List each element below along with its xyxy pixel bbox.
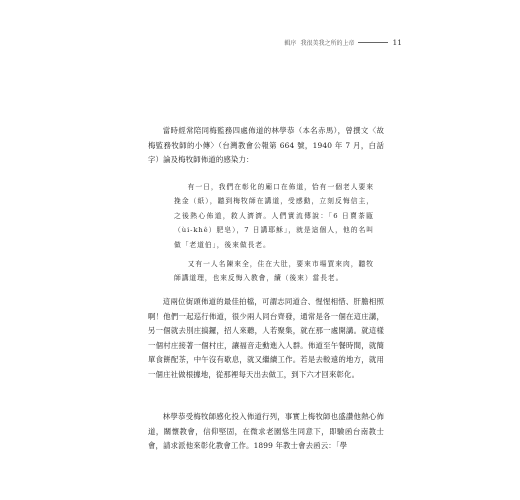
header-section: 輯序 <box>284 40 297 47</box>
quote-block-1: 有一日，我們在彰化的廟口在佈道，恰有一個老人要來挽金（紙），聽到梅牧師在講道，受感動，立刻反悔信主，之後熱心佈道，救人濟濟。人們實流傳說：「6 日賣茶甌（ùi-khê）肥皂），7 日講耶穌」，就是這個人，他的名叫做「老道伯」，後來做長老。 <box>174 183 374 249</box>
paragraph-intro: 當時經常陪同梅監務四處佈道的林學恭（本名赤馬），曾撰文〈故梅監務牧師的小傳〉（台灣教會公報第 664 號，1940 年 7 月，白話字）論及梅牧師佈道的感染力： <box>148 126 384 165</box>
paragraph-partners: 這兩位街頭佈道的最佳拍檔，可謂志同道合、惺惺相惜、肝膽相照啊！他們一起巡行佈道，很少兩人同台齊發，通常是各一個在這庄講，另一個就去別庄搞鑼，招人來聽，人若聚集，就在那一處開講。就這樣一個村庄接著一個村庄，讓福音走動進入人群。佈道至午餐時間，就簡單食餅配茶，中午沒有歇息，就又繼續工作。若是去較遠的地方，就用一個庄社做根據地，從那裡每天出去做工，到下六才回來彰化。 <box>148 297 384 379</box>
paragraph-lin: 林學恭受梅牧師感化投入佈道行列，事實上梅牧師也盛讚他熱心佈道，關懷教會，信仰堅固，在微求老園慫生同意下，即驗函台南教士會，請求派他來彰化教會工作。1899 年教士會去函云：「學 <box>148 412 384 451</box>
header-rule <box>358 42 388 43</box>
page-number: 11 <box>392 38 402 47</box>
running-header <box>284 38 402 47</box>
header-subtitle: 我很美我之所的上帝 <box>300 40 355 47</box>
quote-block-2: 又有一人名陳來全，住在大肚，要來市場買來肉，聽牧師講道理，也來反悔入教會，續（後來）當長老。 <box>174 260 374 283</box>
